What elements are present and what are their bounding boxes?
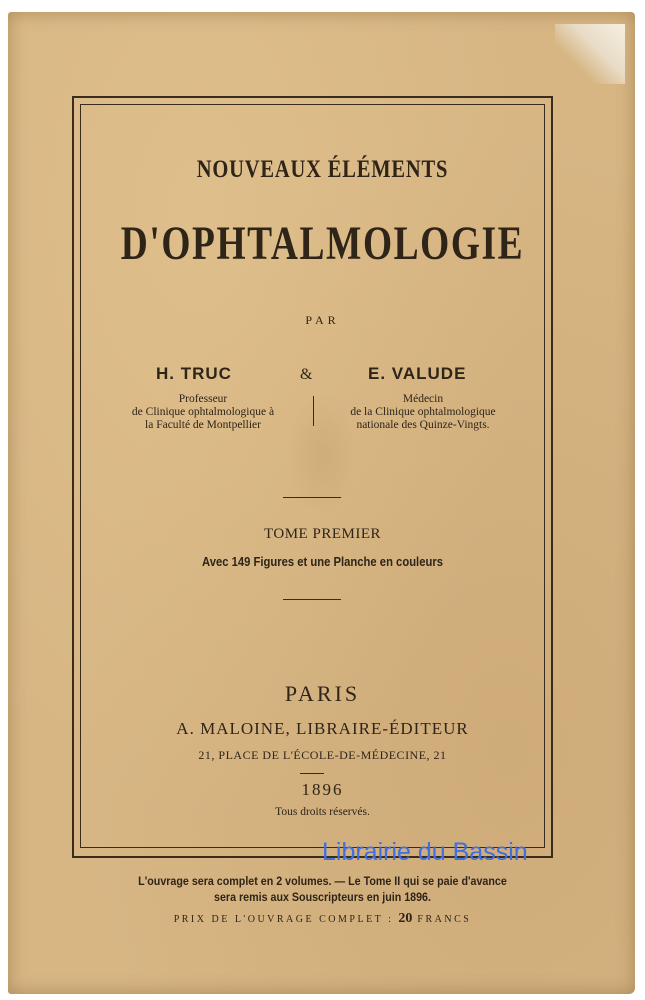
divider-rule-2 <box>283 599 341 600</box>
by-label: PAR <box>305 313 340 327</box>
rights-notice: Tous droits réservés. <box>275 806 370 818</box>
author-2-name: E. VALUDE <box>368 364 467 383</box>
bookseller-watermark: Librairie du Bassin <box>322 838 528 866</box>
price-prefix: PRIX DE L'OUVRAGE COMPLET : <box>173 914 394 925</box>
torn-corner <box>555 24 625 84</box>
author-2-role: Médecin <box>402 393 444 405</box>
author-1-credentials <box>108 393 298 432</box>
author-1-line3: la Faculté de Montpellier <box>145 419 261 431</box>
year: 1896 <box>301 780 344 799</box>
publisher: A. MALOINE, LIBRAIRE-ÉDITEUR <box>176 719 469 738</box>
ampersand: & <box>300 366 313 383</box>
title-line-2: D'OPHTALMOLOGIE <box>120 217 525 270</box>
author-1-role: Professeur <box>178 393 228 405</box>
price-unit: FRANCS <box>417 914 472 925</box>
notice-line-2: sera remis aux Souscripteurs en juin 1896. <box>214 892 431 904</box>
divider-rule-1 <box>283 497 341 498</box>
notice-line-1: L'ouvrage sera complet en 2 volumes. — Le Tome II qui se paie d'avance <box>138 876 507 888</box>
city: PARIS <box>284 681 361 706</box>
author-divider <box>313 396 314 426</box>
author-1-line2: de Clinique ophtalmologique à <box>131 406 275 418</box>
figures-note: Avec 149 Figures et une Planche en couleurs <box>202 555 443 569</box>
author-1-name: H. TRUC <box>156 364 232 383</box>
title-line-1: NOUVEAUX ÉLÉMENTS <box>196 156 449 183</box>
divider-rule-3 <box>300 773 324 774</box>
author-2-credentials <box>328 393 518 432</box>
publisher-address: 21, PLACE DE L'ÉCOLE-DE-MÉDECINE, 21 <box>198 748 447 762</box>
author-2-line2: de la Clinique ophtalmologique <box>350 406 496 418</box>
author-2-line3: nationale des Quinze-Vingts. <box>356 419 490 431</box>
volume-label: TOME PREMIER <box>264 526 381 542</box>
price-line <box>0 911 645 927</box>
price-value: 20 <box>398 911 413 926</box>
